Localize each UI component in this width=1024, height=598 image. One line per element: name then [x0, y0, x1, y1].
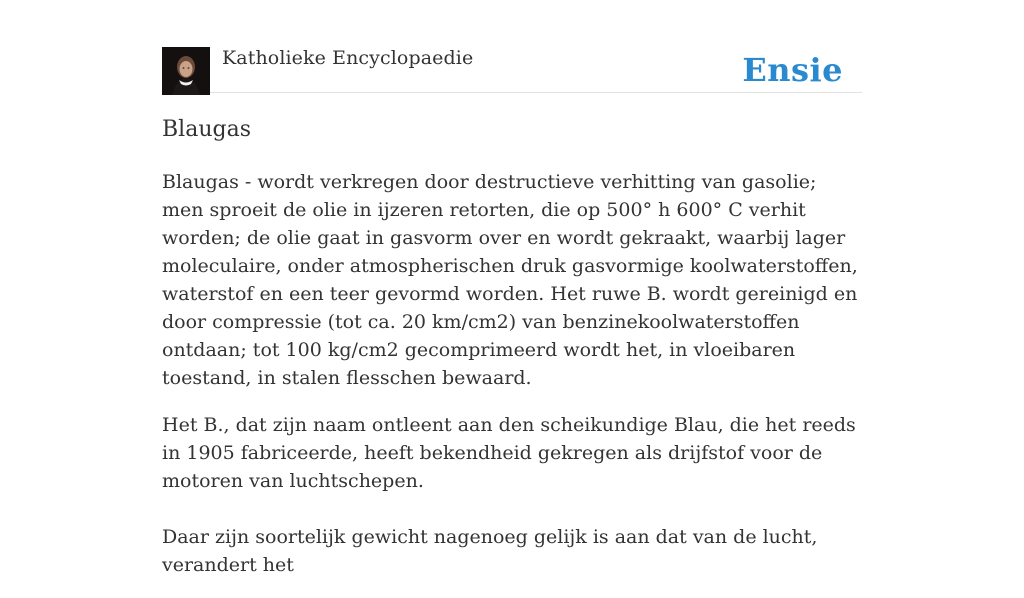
article-body	[162, 168, 862, 598]
article-paragraph: Blaugas - wordt verkregen door destructieve verhitting van gasolie; men sproeit de olie in ijzeren retorten, die op 500° h 600° C verhit worden; de olie gaat in gasvorm over en wordt gekraakt, waarbij lager moleculaire, onder atmospherischen druk gasvormige koolwaterstoffen, waterstof en een teer gevormd worden. Het ruwe B. wordt gereinigd en door compressie (tot ca. 20 km/cm2) van benzinekoolwaterstoffen ontdaan; tot 100 kg/cm2 gecomprimeerd wordt het, in vloeibaren toestand, in stalen flesschen bewaard.	[162, 171, 858, 389]
portrait-icon	[162, 47, 210, 95]
article-paragraph: Het B., dat zijn naam ontleent aan den scheikundige Blau, die het reeds in 1905 fabriceerde, heeft bekendheid gekregen als drijfstof voor de motoren van luchtschepen.	[162, 414, 856, 492]
header	[162, 0, 862, 93]
source-avatar[interactable]	[162, 47, 210, 95]
brand-logo[interactable]: Ensie	[742, 51, 843, 89]
source-name[interactable]: Katholieke Encyclopaedie	[222, 47, 474, 69]
page-title: Blaugas	[162, 117, 251, 142]
article-paragraph: Daar zijn soortelijk gewicht nagenoeg gelijk is aan dat van de lucht, verandert het	[162, 526, 818, 576]
article-container	[162, 0, 862, 576]
